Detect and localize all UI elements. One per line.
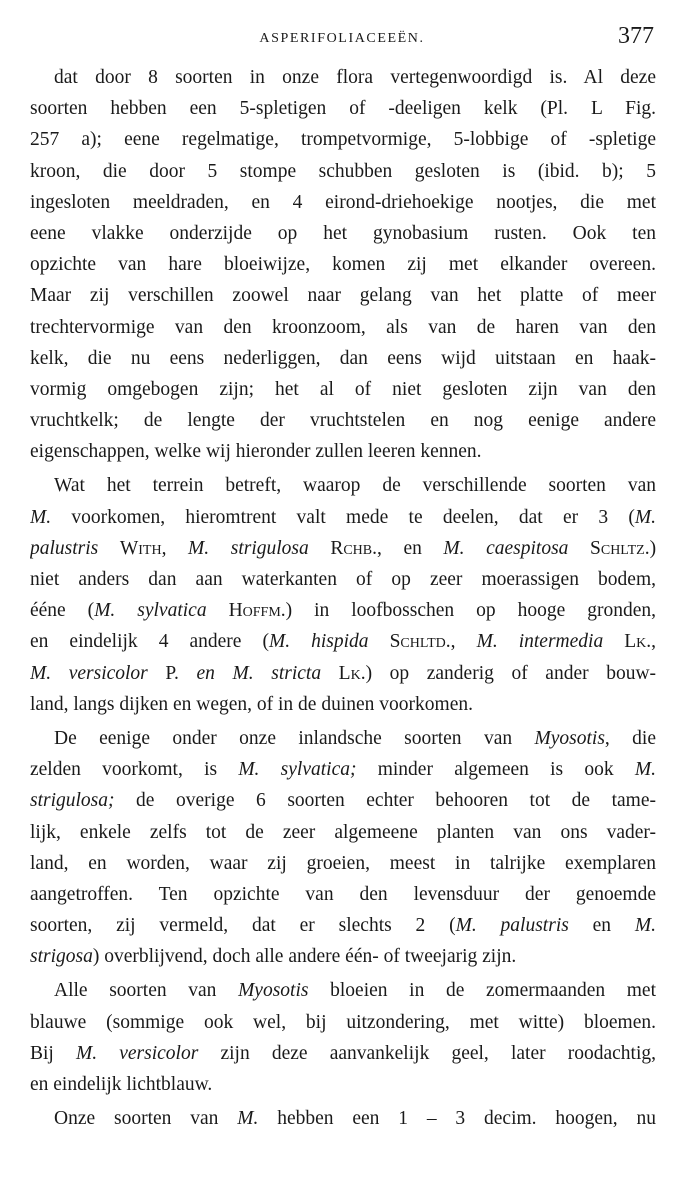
text-run: voorkomen, hieromtrent valt mede te deelen, dat er 3 (	[51, 506, 635, 528]
text-run: opzichte van hare bloeiwijze, komen zij met elkander overeen.	[30, 254, 656, 276]
text-line	[30, 941, 656, 972]
text-run: De eenige onder onze inlandsche soorten van	[54, 727, 535, 749]
text-run: .)	[644, 537, 656, 559]
text-run: zijn deze aanvankelijk geel, later roodachtig,	[198, 1042, 656, 1064]
italic-run: M. versicolor	[30, 662, 148, 684]
text-line	[30, 249, 656, 280]
paragraph	[30, 975, 656, 1100]
small-caps-run: Lk	[624, 631, 647, 653]
italic-run: strigosa	[30, 946, 93, 968]
text-run: hebben een 1 – 3 decim. hoogen, nu	[258, 1108, 656, 1130]
text-line	[30, 533, 656, 564]
italic-run: M.	[237, 1108, 259, 1130]
text-run: eene vlakke onderzijde op het gynobasium rusten. Ook ten	[30, 222, 656, 244]
text-line	[30, 187, 656, 218]
text-line	[30, 975, 656, 1006]
text-line	[30, 93, 656, 124]
text-line	[30, 218, 656, 249]
text-run: Onze soorten van	[54, 1108, 238, 1130]
italic-run: M. sylvatica;	[238, 759, 357, 781]
text-run: soorten hebben een 5-spletigen of -deeligen kelk (Pl. L Fig.	[30, 98, 656, 120]
text-line	[30, 312, 656, 343]
text-run: P.	[147, 662, 197, 684]
italic-run: M. strigulosa	[188, 537, 309, 559]
italic-run: M. hispida	[268, 631, 369, 653]
text-run	[309, 538, 331, 559]
text-run: ééne (	[30, 600, 95, 622]
italic-run: M. palustris	[455, 915, 569, 937]
small-caps-run: With	[119, 537, 162, 559]
text-run: Bij	[30, 1042, 76, 1064]
text-run: .) in loofbosschen op hooge gronden,	[280, 600, 656, 622]
text-run	[568, 538, 590, 559]
small-caps-run: Schltd	[389, 631, 446, 653]
text-line	[30, 343, 656, 374]
italic-run: M.	[634, 506, 656, 528]
text-run: trechtervormige van den kroonzoom, als van de haren van den	[30, 316, 656, 338]
text-line	[30, 1069, 656, 1100]
text-line	[30, 564, 656, 595]
small-caps-run: Schltz	[590, 537, 645, 559]
text-run: Alle soorten van	[54, 980, 239, 1002]
text-run: soorten, zij vermeld, dat er slechts 2 (	[30, 915, 456, 937]
text-run: minder algemeen is ook	[356, 759, 635, 781]
paragraph	[30, 62, 656, 467]
paragraph	[30, 723, 656, 973]
text-run: land, langs dijken en wegen, of in de duinen voorkomen.	[30, 693, 473, 715]
italic-run: M.	[30, 506, 52, 528]
text-line	[30, 910, 656, 941]
italic-run: strigulosa;	[30, 790, 115, 812]
italic-run: M. sylvatica	[94, 600, 207, 622]
text-run: en	[568, 915, 635, 937]
text-run	[603, 631, 624, 652]
text-line	[30, 1103, 656, 1134]
text-line	[30, 62, 656, 93]
text-line	[30, 124, 656, 155]
text-line	[30, 405, 656, 436]
text-line	[30, 436, 656, 467]
italic-run: Myosotis	[534, 727, 605, 749]
text-line	[30, 156, 656, 187]
running-head	[30, 22, 654, 52]
text-run: niet anders dan aan waterkanten of op zeer moerassigen bodem,	[30, 569, 656, 590]
italic-run: palustris	[30, 537, 99, 559]
text-run: zelden voorkomt, is	[30, 759, 239, 781]
italic-run: M. intermedia	[476, 631, 604, 653]
text-run: Maar zij verschillen zoowel naar gelang van het platte of meer	[30, 285, 656, 307]
text-run: de overige 6 soorten echter behooren tot de tame-	[114, 790, 656, 812]
paragraph	[30, 1103, 656, 1134]
text-run: en eindelijk 4 andere (	[30, 631, 269, 653]
text-run: vruchtkelk; de lengte der vruchtstelen en nog eenige andere	[30, 410, 656, 432]
text-run: kroon, die door 5 stompe schubben gesloten is (ibid. b); 5	[30, 160, 656, 182]
text-run: eigenschappen, welke wij hieronder zullen leeren kennen.	[30, 441, 482, 463]
paragraph	[30, 470, 656, 720]
text-run: land, en worden, waar zij groeien, meest in talrijke exemplaren	[30, 852, 656, 874]
text-run: ) overblijvend, doch alle andere één- of tweejarig zijn.	[92, 946, 517, 968]
text-line	[30, 658, 656, 689]
italic-run: Myosotis	[238, 980, 309, 1002]
italic-run: M. versicolor	[75, 1042, 199, 1064]
running-title: ASPERIFOLIACEEËN.	[259, 31, 425, 46]
text-run: ingesloten meeldraden, en 4 eirond-driehoekige nootjes, die met	[30, 191, 656, 213]
text-line	[30, 1038, 656, 1069]
italic-run: en M. stricta	[196, 662, 322, 684]
page-number: 377	[618, 23, 654, 49]
small-caps-run: Lk	[338, 662, 361, 684]
text-run: .,	[445, 631, 477, 653]
text-line	[30, 280, 656, 311]
text-run: Wat het terrein betreft, waarop de verschillende soorten van	[54, 475, 656, 497]
text-run: 257 a); eene regelmatige, trompetvormige, 5-lobbige of -spletige	[30, 129, 656, 151]
italic-run: M.	[634, 915, 656, 937]
text-run: .,	[646, 631, 656, 653]
text-run: vormig omgebogen zijn; het al of niet gesloten zijn van den	[30, 378, 656, 400]
text-run: lijk, enkele zelfs tot de zeer algemeene planten van ons vader-	[30, 821, 656, 843]
small-caps-run: Hoffm	[228, 600, 281, 622]
text-run: aangetroffen. Ten opzichte van den levensduur der genoemde	[30, 883, 656, 905]
text-run: , die	[604, 727, 656, 749]
text-run	[369, 631, 390, 652]
text-run: ,	[161, 537, 189, 559]
text-line	[30, 723, 656, 754]
text-line	[30, 879, 656, 910]
text-line	[30, 848, 656, 879]
text-line	[30, 374, 656, 405]
text-run: blauwe (sommige ook wel, bij uitzondering, met witte) bloemen.	[30, 1011, 656, 1033]
italic-run: M. caespitosa	[443, 537, 569, 559]
small-caps-run: Rchb	[330, 537, 373, 559]
body-text	[30, 62, 656, 1134]
text-line	[30, 817, 656, 848]
text-run: .) op zanderig of ander bouw-	[360, 662, 656, 684]
text-run	[207, 600, 229, 621]
italic-run: M.	[634, 759, 656, 781]
text-run: en eindelijk lichtblauw.	[30, 1074, 213, 1095]
text-line	[30, 785, 656, 816]
text-line	[30, 626, 656, 657]
text-run: bloeien in de zomermaanden met	[308, 980, 656, 1002]
text-line	[30, 754, 656, 785]
text-line	[30, 502, 656, 533]
text-line	[30, 1007, 656, 1038]
text-run: kelk, die nu eens nederliggen, dan eens wijd uitstaan en haak-	[30, 347, 656, 369]
text-line	[30, 689, 656, 720]
text-line	[30, 595, 656, 626]
text-run	[98, 538, 120, 559]
text-run: ., en	[372, 537, 444, 559]
text-run: dat door 8 soorten in onze flora vertegenwoordigd is. Al deze	[54, 67, 656, 88]
text-line	[30, 470, 656, 501]
text-run	[321, 663, 339, 684]
